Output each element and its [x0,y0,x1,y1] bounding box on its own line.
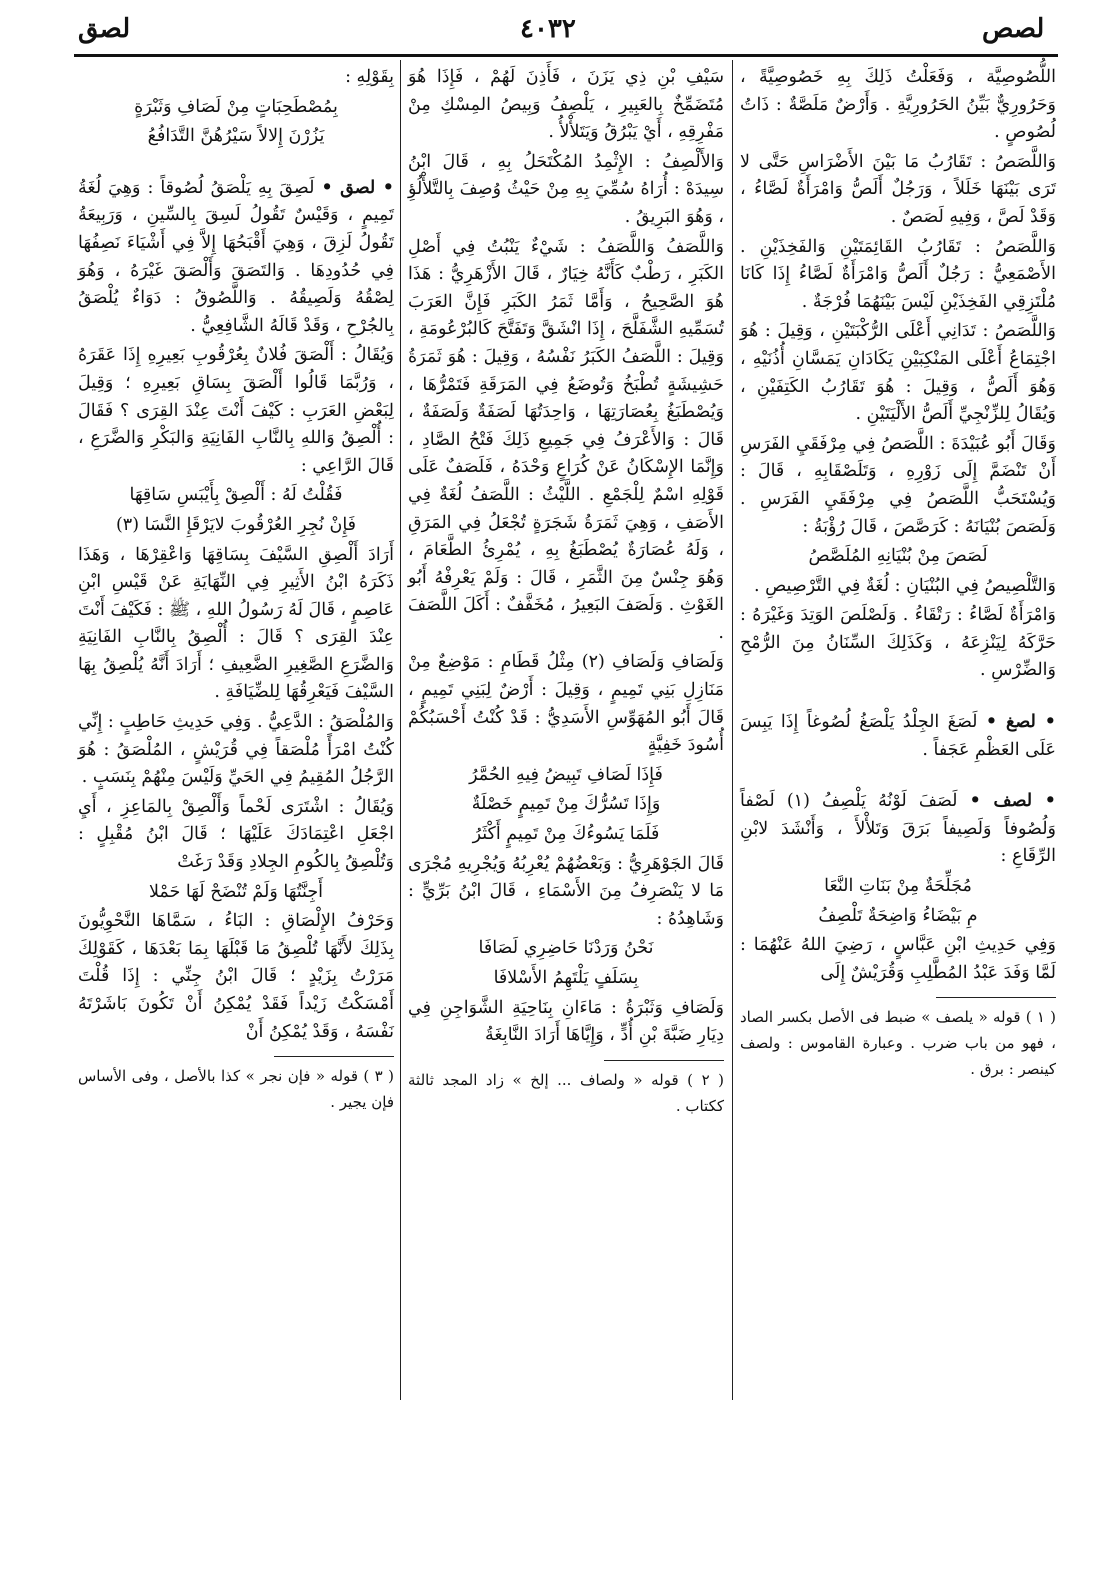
footnote-rule [936,997,1056,998]
verse-line: وَإِذَا تَسُرُّكَ مِنْ تَمِيمٍ خَصْلَةٌ [471,794,661,815]
headword: • لصف • [969,791,1056,812]
paragraph: وَيُقَالُ : اشْتَرَى لَحْماً وَأَلْصِقْ بِالمَاعِزِ ، أَيِ اجْعَلِ اعْتِمَادَكَ عَلَيْهَا ؛ قَالَ ابْنُ مُقْبِلٍ : وَتُلْصِقُ بِالكُومِ الجِلادِ وَقَدْ رَغَتْ [78,796,394,873]
entry-text: لَصَفَ لَوْنُهُ يَلْصِفُ (١) لَصْفاً وَلُصُوفاً وَلَصِيفاً بَرَقَ وَتَلأْلأَ ، وَأَنْشَدَ لابْنِ الرِّقَاعِ : [740,791,1056,867]
paragraph: بِقَوْلِهِ : [345,67,394,87]
column-middle [408,64,724,1121]
paragraph: أَرَادَ أَلْصِقِ السَّيْفَ بِسَاقِهَا وَاعْقِرْهَا ، وَهَذَا ذَكَرَهُ ابْنُ الأَثِيرِ فِي النِّهَايَةِ عَنْ قَيْسِ ابْنِ عَاصِمٍ ، قَالَ لَهُ رَسُولُ اللهِ ، ﷺ : فَكَيْفَ أَنْتَ عِنْدَ القِرَى ؟ قَالَ : أُلْصِقُ بِالنَّابِ الفَانِيَةِ وَالضَّرَعِ الصَّغِيرِ الضَّعِيفِ ؛ أَرَادَ أَنَّهُ يُلْصِقُ بِهَا السَّيْفَ فَيَعْرِقُهَا لِلضِّيَافَةِ . [78,544,394,703]
paragraph: وَلَصَافِ وَثَبْرَةُ : مَاءَانِ بِنَاحِيَةِ الشَّوَاجِنِ فِي دِيَارِ ضَبَّةَ بْنِ أُدٍّ ، وَإِيَّاهَا أَرَادَ النَّابِغَةُ [408,997,724,1046]
paragraph: قَالَ الجَوْهَرِيُّ : وَبَعْضُهُمْ يُعْرِبُهُ وَيُجْرِيهِ مُجْرَى مَا لا يَنْصَرِفُ مِنَ الأَسْمَاءِ ، قَالَ ابْنُ بَرِّيٍّ : وَشَاهِدُهُ : [408,853,724,929]
column-right [740,64,1056,1084]
verse-line: بِسَلَفٍ يَلْتَهِمُ الأَسْلافَا [493,968,639,988]
entry-lsq [78,175,394,341]
verse-line: نَحْنُ وَرَدْنَا حَاضِرِي لَصَافَا [478,938,654,959]
verse-line: لَصَصَ مِنْ بُنْيَانِهِ المُلَصَّصُ [808,546,988,567]
verse-line: فَلَمَا يَسُوءُكَ مِنْ تَمِيمٍ أَكْثَرُ [472,824,660,845]
paragraph: وَاللَّصَفُ وَاللَّصَفُ : شَيْءٌ يَنْبُتُ فِي أَصْلِ الكَبَرِ ، رَطْبٌ كَأَنَّهُ خِيَارٌ ، قَالَ الأَزْهَرِيُّ : هَذَا هُوَ الصَّحِيحُ ، وَأَمَّا ثَمَرُ الكَبَرِ فَإِنَّ العَرَبَ تُسَمِّيهِ الشَّفَلَّحَ ، إِذَا انْشَقَّ وَتَفَتَّحَ كَالبُرْعُومَةِ ، وَقِيلَ : اللَّصَفُ الكَبَرُ نَفْسُهُ ، وَقِيلَ : هُوَ ثَمَرَةُ حَشِيشَةٍ تُطْبَخُ وَتُوضَعُ فِي المَرَقَةِ فَتَمْرُّهَا ، وَيُصْطَبَغُ بِعُصَارَتِهَا ، وَاحِدَتُهَا لَصَفَةٌ وَلَصَفَةٌ ، قَالَ : وَالأَعْرَفُ فِي جَمِيعِ ذَلِكَ فَتْحُ الصَّادِ ، وَإِنَّمَا الإِسْكَانُ عَنْ كُرَاعٍ وَحْدَهُ ، فَلَصَفٌ عَلَى قَوْلِهِ اسْمٌ لِلْجَمْعِ . اللَّيْثُ : اللَّصَفُ لُغَةٌ فِي الأَصَفِ ، وَهِيَ ثَمَرَةُ شَجَرَةٍ تُجْعَلُ فِي المَرَقِ ، وَلَهُ عُصَارَةٌ يُصْطَبَغُ بِهِ ، يُمْرِئُ الطَّعَامَ ، وَهُوَ جِنْسٌ مِنَ الثَّمَرِ ، قَالَ : وَلَمْ يَعْرِفْهُ أَبُو الغَوْثِ . وَلَصَفَ البَعِيرُ ، مُخَفَّفٌ : أَكَلَ اللَّصَفَ . [408,236,724,643]
entry-lsg [740,709,1056,764]
paragraph: وَقَالَ أَبُو عُبَيْدَةَ : اللَّصَصُ فِي مِرْفَقَيِ الفَرَسِ أَنْ تَنْضَمَّ إِلَى زَوْرِهِ ، وَتَلَصْقَابِهِ ، قَالَ : وَيُسْتَحَبُّ اللَّصَصُ فِي مِرْفَقَيِ الفَرَسِ . وَلَصَصَ بُنْيَانَهُ : كَرَصَّصَ ، قَالَ رُؤْبَةُ : [740,433,1056,537]
paragraph: سَيْفِ بْنِ ذِي يَزَنَ ، فَأَذِنَ لَهُمْ ، فَإِذَا هُوَ مُتَضَمِّخٌ بِالعَبِيرِ ، يَلْصِفُ وَبِيصُ المِسْكِ مِنْ مَفْرِقِهِ ، أَيْ يَبْرُقُ وَيَتَلأْلأُ . [408,67,724,143]
verse-line: فَإِذَا لَصَافِ تَبِيضُ فِيهِ الحُمَّرُ [469,764,663,785]
paragraph: وَاللَّصَصُ : تَقَارُبُ القَائِمَتَيْنِ وَالفَخِذَيْنِ . الأَصْمَعِيُّ : رَجُلٌ أَلَصُّ وَامْرَأَةٌ لَصَّاءُ إِذَا كَانَا مُلْتَزِقِي الفَخِذَيْنِ لَيْسَ بَيْنَهُمَا فُرْجَةٌ . [740,236,1056,312]
paragraph: وَالتَّلْصِيصُ فِي البُنْيَانِ : لُغَةٌ فِي التَّرْصِيصِ . [753,575,1056,596]
paragraph: وَيُقَالُ : أَلْصَقَ فُلانٌ بِعُرْقُوبِ بَعِيرِهِ إِذَا عَقَرَهُ ، وَرُبَّمَا قَالُوا أَلْصَقَ بِسَاقِ بَعِيرِهِ ؛ وَقِيلَ لِبَعْضِ العَرَبِ : كَيْفَ أَنْتَ عِنْدَ القِرَى ؟ فَقَالَ : أُلْصِقُ وَاللهِ بِالنَّابِ الفَانِيَةِ وَالبَكْرِ وَالضَّرَعِ ، قَالَ الرَّاعِي : [78,345,394,476]
footnote-rule [604,1060,724,1061]
verse-line: فَقُلْتُ لَهُ : أَلْصِقْ بِأَيْبَسِ سَاقِهَا [129,485,343,506]
headword: • لصق • [321,177,394,198]
header-rule [74,54,1058,57]
paragraph: وَلَصَافِ وَلَصَافِ (٢) مِثْلُ قَطَامِ : مَوْضِعٌ مِنْ مَنَازِلِ بَنِي تَمِيمٍ ، وَقِيلَ : أَرْضٌ لِبَنِي تَمِيمٍ ، قَالَ أَبُو المُهَوِّسِ الأَسَدِيُّ : قَدْ كُنْتُ أَحْسَبُكُمْ أُسُودَ خَفِيَّةٍ [408,652,724,756]
verse-line: يَزُرْنَ إِلالاً سَيْرُهُنَّ التَّدَافُعُ [147,126,325,147]
paragraph: وَفِي حَدِيثِ ابْنِ عَبَّاسٍ ، رَضِيَ اللهُ عَنْهُمَا : لَمَّا وَفَدَ عَبْدُ المُطَّلِبِ وَقُرَيْشٌ إِلَى [740,935,1056,983]
verse-line: فَإِنْ نُجِرِ العُرْقُوبَ لايَرْقَإِ النَّسَا (٣) [115,514,357,535]
paragraph: وَالأَلْصِفُ : الإِثْمِدُ المُكْتَحَلُ بِهِ ، قَالَ ابْنُ سِيدَهْ : أُرَاهُ سُمِّيَ بِهِ مِنْ حَيْثُ وُصِفَ بِالتَّلأْلُؤِ ، وَهُوَ البَرِيقُ . [408,151,724,227]
column-left [78,64,394,1117]
paragraph: وَامْرَأَةٌ لَصَّاءُ : رَتْقَاءُ . وَلَصْلَصَ الوَتِدَ وَغَيْرَهُ : حَرَّكَهُ لِيَنْزِعَهُ ، وَكَذَلِكَ السِّنَانُ مِنَ الرُّمْحِ وَالضِّرْسِ . [740,605,1056,681]
verse-line: بِمُصْطَحِبَاتٍ مِنْ لَصَافِ وَثَبْرَةٍ [134,96,338,117]
header-left-word: لصق [78,14,131,44]
paragraph: وَاللَّصَصُ : تَدَانِي أَعْلَى الرُّكْبَتَيْنِ ، وَقِيلَ : هُوَ اجْتِمَاعُ أَعْلَى المَنْكِبَيْنِ يَكَادَانِ يَمَسَّانِ أُذُنَيْهِ ، وَهُوَ أَلَصُّ ، وَقِيلَ : هُوَ تَقَارُبُ الكَتِفَيْنِ ، وَيُقَالُ لِلزِّنْجِيِّ أَلَصُّ الأَلْيَتَيْنِ . [740,321,1056,425]
verse-line: مِ بَيْضَاءُ وَاضِحَةٌ تَلْصِفُ [818,905,978,926]
page-number: ٤٠٣٢ [520,14,576,44]
verse-line: أَجِنَّتُهَا وَلَمْ تُنْضَحْ لَهَا حَمْلا [148,881,324,902]
paragraph: وَالمُلْصَقُ : الدَّعِيُّ . وَفِي حَدِيثِ حَاطِبٍ : إِنِّي كُنْتُ امْرَأً مُلْصَقاً فِي قُرَيْشٍ ، المُلْصَقُ : هُوَ الرَّجُلُ المُقِيمُ فِي الحَيِّ وَلَيْسَ مِنْهُمْ بِنَسَبٍ . [78,712,394,788]
footnote: ( ٣ ) قوله « فإن نجر » كذا بالأصل ، وفى الأساس فإن يجير . [78,1067,394,1112]
verse-line: مُجَلِّحَةٌ مِنْ بَنَاتِ النَّعَا [824,876,972,897]
paragraph: وَحَرْفُ الإِلْصَاقِ : البَاءُ ، سَمَّاهَا النَّحْوِيُّونَ بِذَلِكَ لأَنَّهَا تُلْصِقُ مَا قَبْلَهَا بِمَا بَعْدَهَا ، كَقَوْلِكَ مَرَرْتُ بِزَيْدٍ ؛ قَالَ ابْنُ جِنِّي : إِذَا قُلْتَ أَمْسَكْتُ زَيْداً فَقَدْ يُمْكِنُ أَنْ تَكُونَ بَاشَرْتَهُ نَفْسَهُ ، وَقَدْ يُمْكِنُ أَنْ [78,911,394,1042]
entry-text: لَصَغَ الجِلْدُ يَلْصَغُ لُصُوغاً إِذَا يَبِسَ عَلَى العَظْمِ عَجَفاً . [740,712,1056,760]
paragraph: اللُّصُوصِيَّة ، وَفَعَلْتُ ذَلِكَ بِهِ خَصُوصِيَّةً ، وَحَرُورِيٌّ بَيِّنُ الحَرُورِيَّةِ . وَأَرْضٌ مَلَصَّةٌ : ذَاتُ لُصُوصٍ . [740,67,1056,143]
paragraph: وَاللَّصَصُ : تَقَارُبُ مَا بَيْنَ الأَضْرَاسِ حَتَّى لا تَرَى بَيْنَهَا خَلَلاً ، وَرَجُلٌ أَلَصُّ وَامْرَأَةٌ لَصَّاءُ ، وَقَدْ لَصَّ ، وَفِيهِ لَصَصٌ . [740,151,1056,227]
footnote: ( ٢ ) قوله « ولصاف ... إلخ » زاد المجد ثالثة ككتاب . [408,1070,724,1115]
column-divider-left [400,60,401,1400]
entry-lsf [740,788,1056,871]
header-right-word: لصص [982,14,1045,44]
entry-text: لَصِقَ بِهِ يَلْصَقُ لُصُوقاً : وَهِيَ لُغَةُ تَمِيمٍ ، وَقَيْسٌ تَقُولُ لَسِقَ بِالسِّينِ ، وَرَبِيعَةُ تَقُولُ لَزِقَ ، وَهِيَ أَقْبَحُهَا إِلاَّ فِي أَشْيَاءَ نَصِفُهَا فِي حُدُودِهَا . وَالتَصَقَ وَأَلْصَقَ غَيْرَهُ ، وَهُوَ لِصْقُهُ وَلَصِيقُهُ . وَاللَّصُوقُ : دَوَاءٌ يُلْصَقُ بِالجُرْحِ ، وَقَدْ قَالَهُ الشَّافِعِيُّ . [78,177,394,336]
footnote-rule [274,1056,394,1057]
headword: • لصغ • [985,712,1056,733]
column-divider-right [732,60,733,1400]
footnote: ( ١ ) قوله « يلصف » ضبط فى الأصل بكسر الصاد ، فهو من باب ضرب . وعبارة القاموس : ولصف كينصر : برق . [740,1008,1057,1079]
